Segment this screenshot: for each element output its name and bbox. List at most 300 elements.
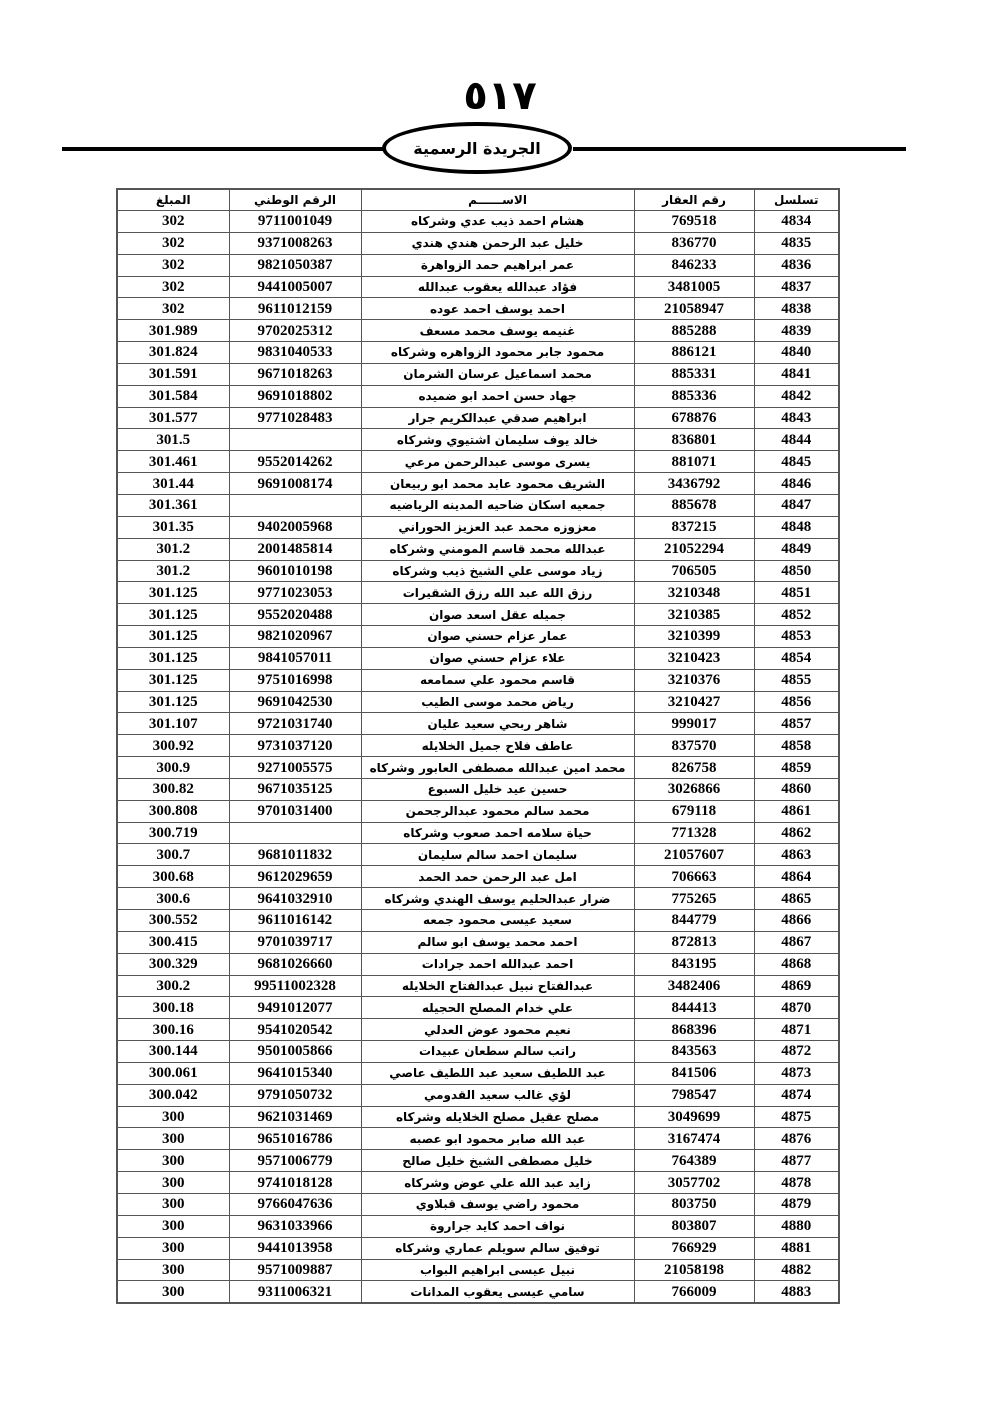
cell-serial: 4864: [754, 866, 839, 888]
table-row: [117, 1193, 839, 1215]
cell-serial: 4856: [754, 691, 839, 713]
cell-serial: 4840: [754, 342, 839, 364]
cell-serial: 4858: [754, 735, 839, 757]
cell-national-id: 9691008174: [229, 473, 361, 495]
cell-amount: 301.591: [117, 363, 229, 385]
cell-property-number: 846233: [634, 254, 754, 276]
cell-property-number: 885288: [634, 320, 754, 342]
table-row: [117, 713, 839, 735]
cell-amount: 301.461: [117, 451, 229, 473]
cell-name: علاء عزام حسني صوان: [361, 647, 634, 669]
cell-national-id: 9771028483: [229, 407, 361, 429]
cell-serial: 4853: [754, 626, 839, 648]
cell-serial: 4839: [754, 320, 839, 342]
table-row: [117, 888, 839, 910]
cell-amount: 302: [117, 276, 229, 298]
cell-amount: 300: [117, 1150, 229, 1172]
cell-property-number: 885336: [634, 385, 754, 407]
cell-name: حسين عيد خليل السبوع: [361, 778, 634, 800]
table-row: [117, 451, 839, 473]
cell-property-number: 872813: [634, 931, 754, 953]
cell-amount: 302: [117, 232, 229, 254]
table-row: [117, 1281, 839, 1303]
cell-property-number: 3210385: [634, 604, 754, 626]
cell-name: محمود راضي يوسف قبلاوي: [361, 1193, 634, 1215]
cell-amount: 301.2: [117, 538, 229, 560]
cell-property-number: 706505: [634, 560, 754, 582]
column-header-name: الاســــــم: [361, 189, 634, 211]
cell-name: زايد عبد الله علي عوض وشركاه: [361, 1172, 634, 1194]
cell-name: جمعيه اسكان ضاحيه المدينه الرياضيه: [361, 494, 634, 516]
cell-name: نواف احمد كايد جراروة: [361, 1215, 634, 1237]
cell-name: عبدالله محمد قاسم المومني وشركاه: [361, 538, 634, 560]
cell-property-number: 826758: [634, 757, 754, 779]
cell-name: خالد يوف سليمان اشتيوي وشركاه: [361, 429, 634, 451]
cell-property-number: 3049699: [634, 1106, 754, 1128]
table-row: [117, 298, 839, 320]
cell-national-id: 9402005968: [229, 516, 361, 538]
cell-name: عبد الله صابر محمود ابو عصبه: [361, 1128, 634, 1150]
cell-name: محمد سالم محمود عبدالرجحمن: [361, 800, 634, 822]
cell-national-id: 9601010198: [229, 560, 361, 582]
cell-serial: 4868: [754, 953, 839, 975]
cell-amount: 301.35: [117, 516, 229, 538]
table-row: [117, 647, 839, 669]
cell-name: محمود جابر محمود الزواهره وشركاه: [361, 342, 634, 364]
cell-amount: 300.808: [117, 800, 229, 822]
cell-name: ضرار عبدالحليم يوسف الهندي وشركاه: [361, 888, 634, 910]
cell-amount: 300.061: [117, 1062, 229, 1084]
cell-amount: 300.68: [117, 866, 229, 888]
cell-national-id: 9702025312: [229, 320, 361, 342]
cell-property-number: 3026866: [634, 778, 754, 800]
cell-amount: 300.9: [117, 757, 229, 779]
cell-property-number: 885678: [634, 494, 754, 516]
cell-name: جهاد حسن احمد ابو ضميده: [361, 385, 634, 407]
table-row: [117, 1150, 839, 1172]
cell-national-id: 9611012159: [229, 298, 361, 320]
cell-national-id: 2001485814: [229, 538, 361, 560]
cell-property-number: 803750: [634, 1193, 754, 1215]
cell-property-number: 771328: [634, 822, 754, 844]
cell-national-id: 9441013958: [229, 1237, 361, 1259]
cell-national-id: 9671035125: [229, 778, 361, 800]
cell-name: محمد اسماعيل عرسان الشرمان: [361, 363, 634, 385]
table-row: [117, 757, 839, 779]
cell-serial: 4851: [754, 582, 839, 604]
cell-serial: 4845: [754, 451, 839, 473]
cell-serial: 4874: [754, 1084, 839, 1106]
cell-national-id: 9711001049: [229, 211, 361, 233]
cell-national-id: 9641032910: [229, 888, 361, 910]
table-row: [117, 1172, 839, 1194]
cell-name: معزوزه محمد عبد العزيز الحوراني: [361, 516, 634, 538]
cell-amount: 301.125: [117, 626, 229, 648]
cell-property-number: 764389: [634, 1150, 754, 1172]
table-row: [117, 953, 839, 975]
cell-property-number: 844413: [634, 997, 754, 1019]
cell-serial: 4838: [754, 298, 839, 320]
cell-property-number: 706663: [634, 866, 754, 888]
cell-name: رياض محمد موسى الطيب: [361, 691, 634, 713]
table-row: [117, 385, 839, 407]
cell-name: احمد عبدالله احمد جرادات: [361, 953, 634, 975]
cell-amount: 301.107: [117, 713, 229, 735]
cell-name: سعيد عيسى محمود جمعه: [361, 910, 634, 932]
cell-property-number: 21052294: [634, 538, 754, 560]
cell-amount: 301.125: [117, 691, 229, 713]
table-row: [117, 1128, 839, 1150]
cell-serial: 4849: [754, 538, 839, 560]
cell-name: امل عبد الرحمن حمد الحمد: [361, 866, 634, 888]
cell-amount: 301.125: [117, 669, 229, 691]
cell-national-id: 9441005007: [229, 276, 361, 298]
table-body: [117, 211, 839, 1304]
cell-amount: 301.125: [117, 604, 229, 626]
cell-property-number: 678876: [634, 407, 754, 429]
table-row: [117, 342, 839, 364]
cell-name: عمر ابراهيم حمد الزواهرة: [361, 254, 634, 276]
cell-serial: 4867: [754, 931, 839, 953]
page-number: ٥١٧: [463, 73, 537, 119]
cell-national-id: 9541020542: [229, 1019, 361, 1041]
cell-serial: 4863: [754, 844, 839, 866]
cell-property-number: 885331: [634, 363, 754, 385]
cell-property-number: 766009: [634, 1281, 754, 1303]
cell-amount: 300.329: [117, 953, 229, 975]
cell-amount: 300.719: [117, 822, 229, 844]
cell-amount: 300.6: [117, 888, 229, 910]
cell-name: الشريف محمود عابد محمد ابو ربيعان: [361, 473, 634, 495]
cell-property-number: 843563: [634, 1041, 754, 1063]
table-row: [117, 691, 839, 713]
table-row: [117, 538, 839, 560]
cell-amount: 300.415: [117, 931, 229, 953]
cell-property-number: 3436792: [634, 473, 754, 495]
table-row: [117, 429, 839, 451]
cell-property-number: 21058947: [634, 298, 754, 320]
cell-name: عبد اللطيف سعيد عبد اللطيف عاصي: [361, 1062, 634, 1084]
cell-name: راتب سالم سطعان عبيدات: [361, 1041, 634, 1063]
cell-national-id: 9771023053: [229, 582, 361, 604]
cell-serial: 4855: [754, 669, 839, 691]
column-header-amount: المبلغ: [117, 189, 229, 211]
cell-name: سليمان احمد سالم سليمان: [361, 844, 634, 866]
cell-property-number: 843195: [634, 953, 754, 975]
cell-national-id: 9552020488: [229, 604, 361, 626]
cell-serial: 4878: [754, 1172, 839, 1194]
table-row: [117, 931, 839, 953]
cell-amount: 300.144: [117, 1041, 229, 1063]
cell-amount: 300.18: [117, 997, 229, 1019]
cell-name: شاهر ربحي سعيد عليان: [361, 713, 634, 735]
cell-national-id: 9791050732: [229, 1084, 361, 1106]
cell-property-number: 844779: [634, 910, 754, 932]
cell-national-id: 9271005575: [229, 757, 361, 779]
cell-serial: 4844: [754, 429, 839, 451]
cell-property-number: 837215: [634, 516, 754, 538]
cell-property-number: 3210399: [634, 626, 754, 648]
cell-serial: 4837: [754, 276, 839, 298]
cell-amount: 301.989: [117, 320, 229, 342]
cell-national-id: 9751016998: [229, 669, 361, 691]
cell-name: احمد محمد يوسف ابو سالم: [361, 931, 634, 953]
cell-name: نعيم محمود عوض العدلي: [361, 1019, 634, 1041]
ledger-table: [116, 188, 840, 1304]
table-row: [117, 516, 839, 538]
cell-national-id: 9731037120: [229, 735, 361, 757]
header-rule-left: [62, 147, 384, 151]
cell-amount: 301.125: [117, 582, 229, 604]
cell-serial: 4841: [754, 363, 839, 385]
cell-name: احمد يوسف احمد عوده: [361, 298, 634, 320]
cell-national-id: 9311006321: [229, 1281, 361, 1303]
cell-serial: 4877: [754, 1150, 839, 1172]
cell-serial: 4871: [754, 1019, 839, 1041]
cell-property-number: 836801: [634, 429, 754, 451]
cell-serial: 4875: [754, 1106, 839, 1128]
cell-national-id: 9741018128: [229, 1172, 361, 1194]
cell-property-number: 999017: [634, 713, 754, 735]
cell-property-number: 881071: [634, 451, 754, 473]
cell-amount: 302: [117, 298, 229, 320]
cell-national-id: 9631033966: [229, 1215, 361, 1237]
cell-name: عمار عزام حسني صوان: [361, 626, 634, 648]
cell-national-id: 9501005866: [229, 1041, 361, 1063]
cell-serial: 4857: [754, 713, 839, 735]
table-row: [117, 669, 839, 691]
cell-name: محمد امين عبدالله مصطفى العابور وشركاه: [361, 757, 634, 779]
cell-property-number: 3210427: [634, 691, 754, 713]
cell-name: يسرى موسى عبدالرحمن مرعي: [361, 451, 634, 473]
cell-name: علي خدام المصلح الحجيله: [361, 997, 634, 1019]
cell-serial: 4850: [754, 560, 839, 582]
cell-serial: 4866: [754, 910, 839, 932]
cell-serial: 4846: [754, 473, 839, 495]
cell-serial: 4859: [754, 757, 839, 779]
cell-serial: 4882: [754, 1259, 839, 1281]
table-row: [117, 1215, 839, 1237]
cell-name: عبدالفتاح نبيل عبدالفتاح الخلايله: [361, 975, 634, 997]
cell-amount: 300: [117, 1172, 229, 1194]
cell-name: ابراهيم صدقي عبدالكريم جرار: [361, 407, 634, 429]
cell-property-number: 3482406: [634, 975, 754, 997]
table-row: [117, 582, 839, 604]
cell-serial: 4880: [754, 1215, 839, 1237]
cell-serial: 4854: [754, 647, 839, 669]
cell-name: نبيل عيسى ابراهيم البواب: [361, 1259, 634, 1281]
cell-serial: 4848: [754, 516, 839, 538]
cell-name: فؤاد عبدالله يعقوب عبدالله: [361, 276, 634, 298]
cell-amount: 301.361: [117, 494, 229, 516]
cell-name: عاطف فلاح جميل الخلايله: [361, 735, 634, 757]
cell-name: لؤي غالب سعيد القدومي: [361, 1084, 634, 1106]
cell-national-id: 9571006779: [229, 1150, 361, 1172]
cell-national-id: 99511002328: [229, 975, 361, 997]
cell-amount: 301.824: [117, 342, 229, 364]
cell-national-id: 9701031400: [229, 800, 361, 822]
table-row: [117, 626, 839, 648]
cell-serial: 4842: [754, 385, 839, 407]
cell-amount: 300.042: [117, 1084, 229, 1106]
cell-national-id: 9571009887: [229, 1259, 361, 1281]
table-row: [117, 407, 839, 429]
cell-amount: 300.7: [117, 844, 229, 866]
cell-amount: 301.584: [117, 385, 229, 407]
cell-property-number: 3210348: [634, 582, 754, 604]
cell-name: جميله عقل اسعد صوان: [361, 604, 634, 626]
publication-title: الجريدة الرسمية: [413, 138, 541, 158]
cell-serial: 4872: [754, 1041, 839, 1063]
table-row: [117, 211, 839, 233]
cell-national-id: 9651016786: [229, 1128, 361, 1150]
table-row: [117, 1062, 839, 1084]
cell-amount: 302: [117, 211, 229, 233]
cell-amount: 301.577: [117, 407, 229, 429]
cell-property-number: 679118: [634, 800, 754, 822]
column-header-property-number: رقم العقار: [634, 189, 754, 211]
cell-property-number: 868396: [634, 1019, 754, 1041]
table-row: [117, 975, 839, 997]
header-rule-right: [573, 147, 906, 151]
cell-serial: 4852: [754, 604, 839, 626]
column-header-serial: تسلسل: [754, 189, 839, 211]
table-row: [117, 1084, 839, 1106]
cell-national-id: 9371008263: [229, 232, 361, 254]
table-row: [117, 560, 839, 582]
cell-property-number: 3057702: [634, 1172, 754, 1194]
cell-name: زياد موسى علي الشيخ ذيب وشركاه: [361, 560, 634, 582]
cell-national-id: 9841057011: [229, 647, 361, 669]
table-row: [117, 604, 839, 626]
cell-serial: 4836: [754, 254, 839, 276]
cell-property-number: 837570: [634, 735, 754, 757]
cell-property-number: 836770: [634, 232, 754, 254]
cell-national-id: 9641015340: [229, 1062, 361, 1084]
cell-amount: 300: [117, 1106, 229, 1128]
cell-name: خليل عبد الرحمن هندي هندي: [361, 232, 634, 254]
cell-property-number: 803807: [634, 1215, 754, 1237]
cell-serial: 4847: [754, 494, 839, 516]
cell-serial: 4865: [754, 888, 839, 910]
cell-national-id: 9612029659: [229, 866, 361, 888]
cell-national-id: 9681011832: [229, 844, 361, 866]
cell-national-id: 9701039717: [229, 931, 361, 953]
table-row: [117, 997, 839, 1019]
cell-serial: 4876: [754, 1128, 839, 1150]
table-row: [117, 363, 839, 385]
cell-serial: 4861: [754, 800, 839, 822]
table-row: [117, 822, 839, 844]
cell-name: قاسم محمود علي سمامعه: [361, 669, 634, 691]
table-row: [117, 254, 839, 276]
cell-name: سامي عيسى يعقوب المدانات: [361, 1281, 634, 1303]
table-row: [117, 232, 839, 254]
cell-amount: 301.2: [117, 560, 229, 582]
cell-amount: 300.92: [117, 735, 229, 757]
cell-amount: 301.44: [117, 473, 229, 495]
table-row: [117, 1106, 839, 1128]
cell-amount: 300.2: [117, 975, 229, 997]
cell-name: توفيق سالم سويلم عماري وشركاه: [361, 1237, 634, 1259]
cell-national-id: [229, 429, 361, 451]
cell-property-number: 775265: [634, 888, 754, 910]
cell-national-id: 9831040533: [229, 342, 361, 364]
cell-serial: 4883: [754, 1281, 839, 1303]
cell-amount: 301.5: [117, 429, 229, 451]
cell-property-number: 3210423: [634, 647, 754, 669]
cell-serial: 4835: [754, 232, 839, 254]
cell-property-number: 3210376: [634, 669, 754, 691]
table-row: [117, 320, 839, 342]
table-row: [117, 1259, 839, 1281]
cell-national-id: 9721031740: [229, 713, 361, 735]
cell-amount: 300: [117, 1281, 229, 1303]
cell-amount: 300: [117, 1193, 229, 1215]
cell-serial: 4879: [754, 1193, 839, 1215]
cell-national-id: [229, 494, 361, 516]
publication-title-oval: [382, 122, 572, 174]
cell-national-id: 9611016142: [229, 910, 361, 932]
cell-serial: 4834: [754, 211, 839, 233]
cell-serial: 4881: [754, 1237, 839, 1259]
cell-national-id: 9491012077: [229, 997, 361, 1019]
cell-amount: 302: [117, 254, 229, 276]
cell-national-id: 9821020967: [229, 626, 361, 648]
table-row: [117, 1019, 839, 1041]
cell-amount: 300.16: [117, 1019, 229, 1041]
cell-property-number: 886121: [634, 342, 754, 364]
cell-property-number: 21058198: [634, 1259, 754, 1281]
cell-amount: 300: [117, 1259, 229, 1281]
table-row: [117, 1237, 839, 1259]
table-row: [117, 910, 839, 932]
column-header-national-id: الرقم الوطني: [229, 189, 361, 211]
cell-amount: 300: [117, 1128, 229, 1150]
cell-name: خليل مصطفى الشيخ خليل صالح: [361, 1150, 634, 1172]
cell-amount: 300.82: [117, 778, 229, 800]
cell-name: غنيمه يوسف محمد مسعف: [361, 320, 634, 342]
cell-national-id: [229, 822, 361, 844]
cell-amount: 300: [117, 1215, 229, 1237]
table-row: [117, 1041, 839, 1063]
header-row: [117, 189, 839, 211]
table-row: [117, 778, 839, 800]
table-row: [117, 866, 839, 888]
cell-serial: 4869: [754, 975, 839, 997]
cell-amount: 300: [117, 1237, 229, 1259]
table-row: [117, 800, 839, 822]
table-row: [117, 494, 839, 516]
table-row: [117, 473, 839, 495]
table-row: [117, 276, 839, 298]
table-row: [117, 735, 839, 757]
cell-serial: 4860: [754, 778, 839, 800]
table-row: [117, 844, 839, 866]
cell-serial: 4873: [754, 1062, 839, 1084]
cell-name: مصلح عقيل مصلح الخلايله وشركاه: [361, 1106, 634, 1128]
cell-name: رزق الله عبد الله رزق الشقيرات: [361, 582, 634, 604]
cell-national-id: 9671018263: [229, 363, 361, 385]
cell-property-number: 3481005: [634, 276, 754, 298]
cell-serial: 4870: [754, 997, 839, 1019]
cell-national-id: 9691018802: [229, 385, 361, 407]
cell-amount: 300.552: [117, 910, 229, 932]
cell-national-id: 9681026660: [229, 953, 361, 975]
cell-amount: 301.125: [117, 647, 229, 669]
cell-national-id: 9821050387: [229, 254, 361, 276]
cell-property-number: 21057607: [634, 844, 754, 866]
